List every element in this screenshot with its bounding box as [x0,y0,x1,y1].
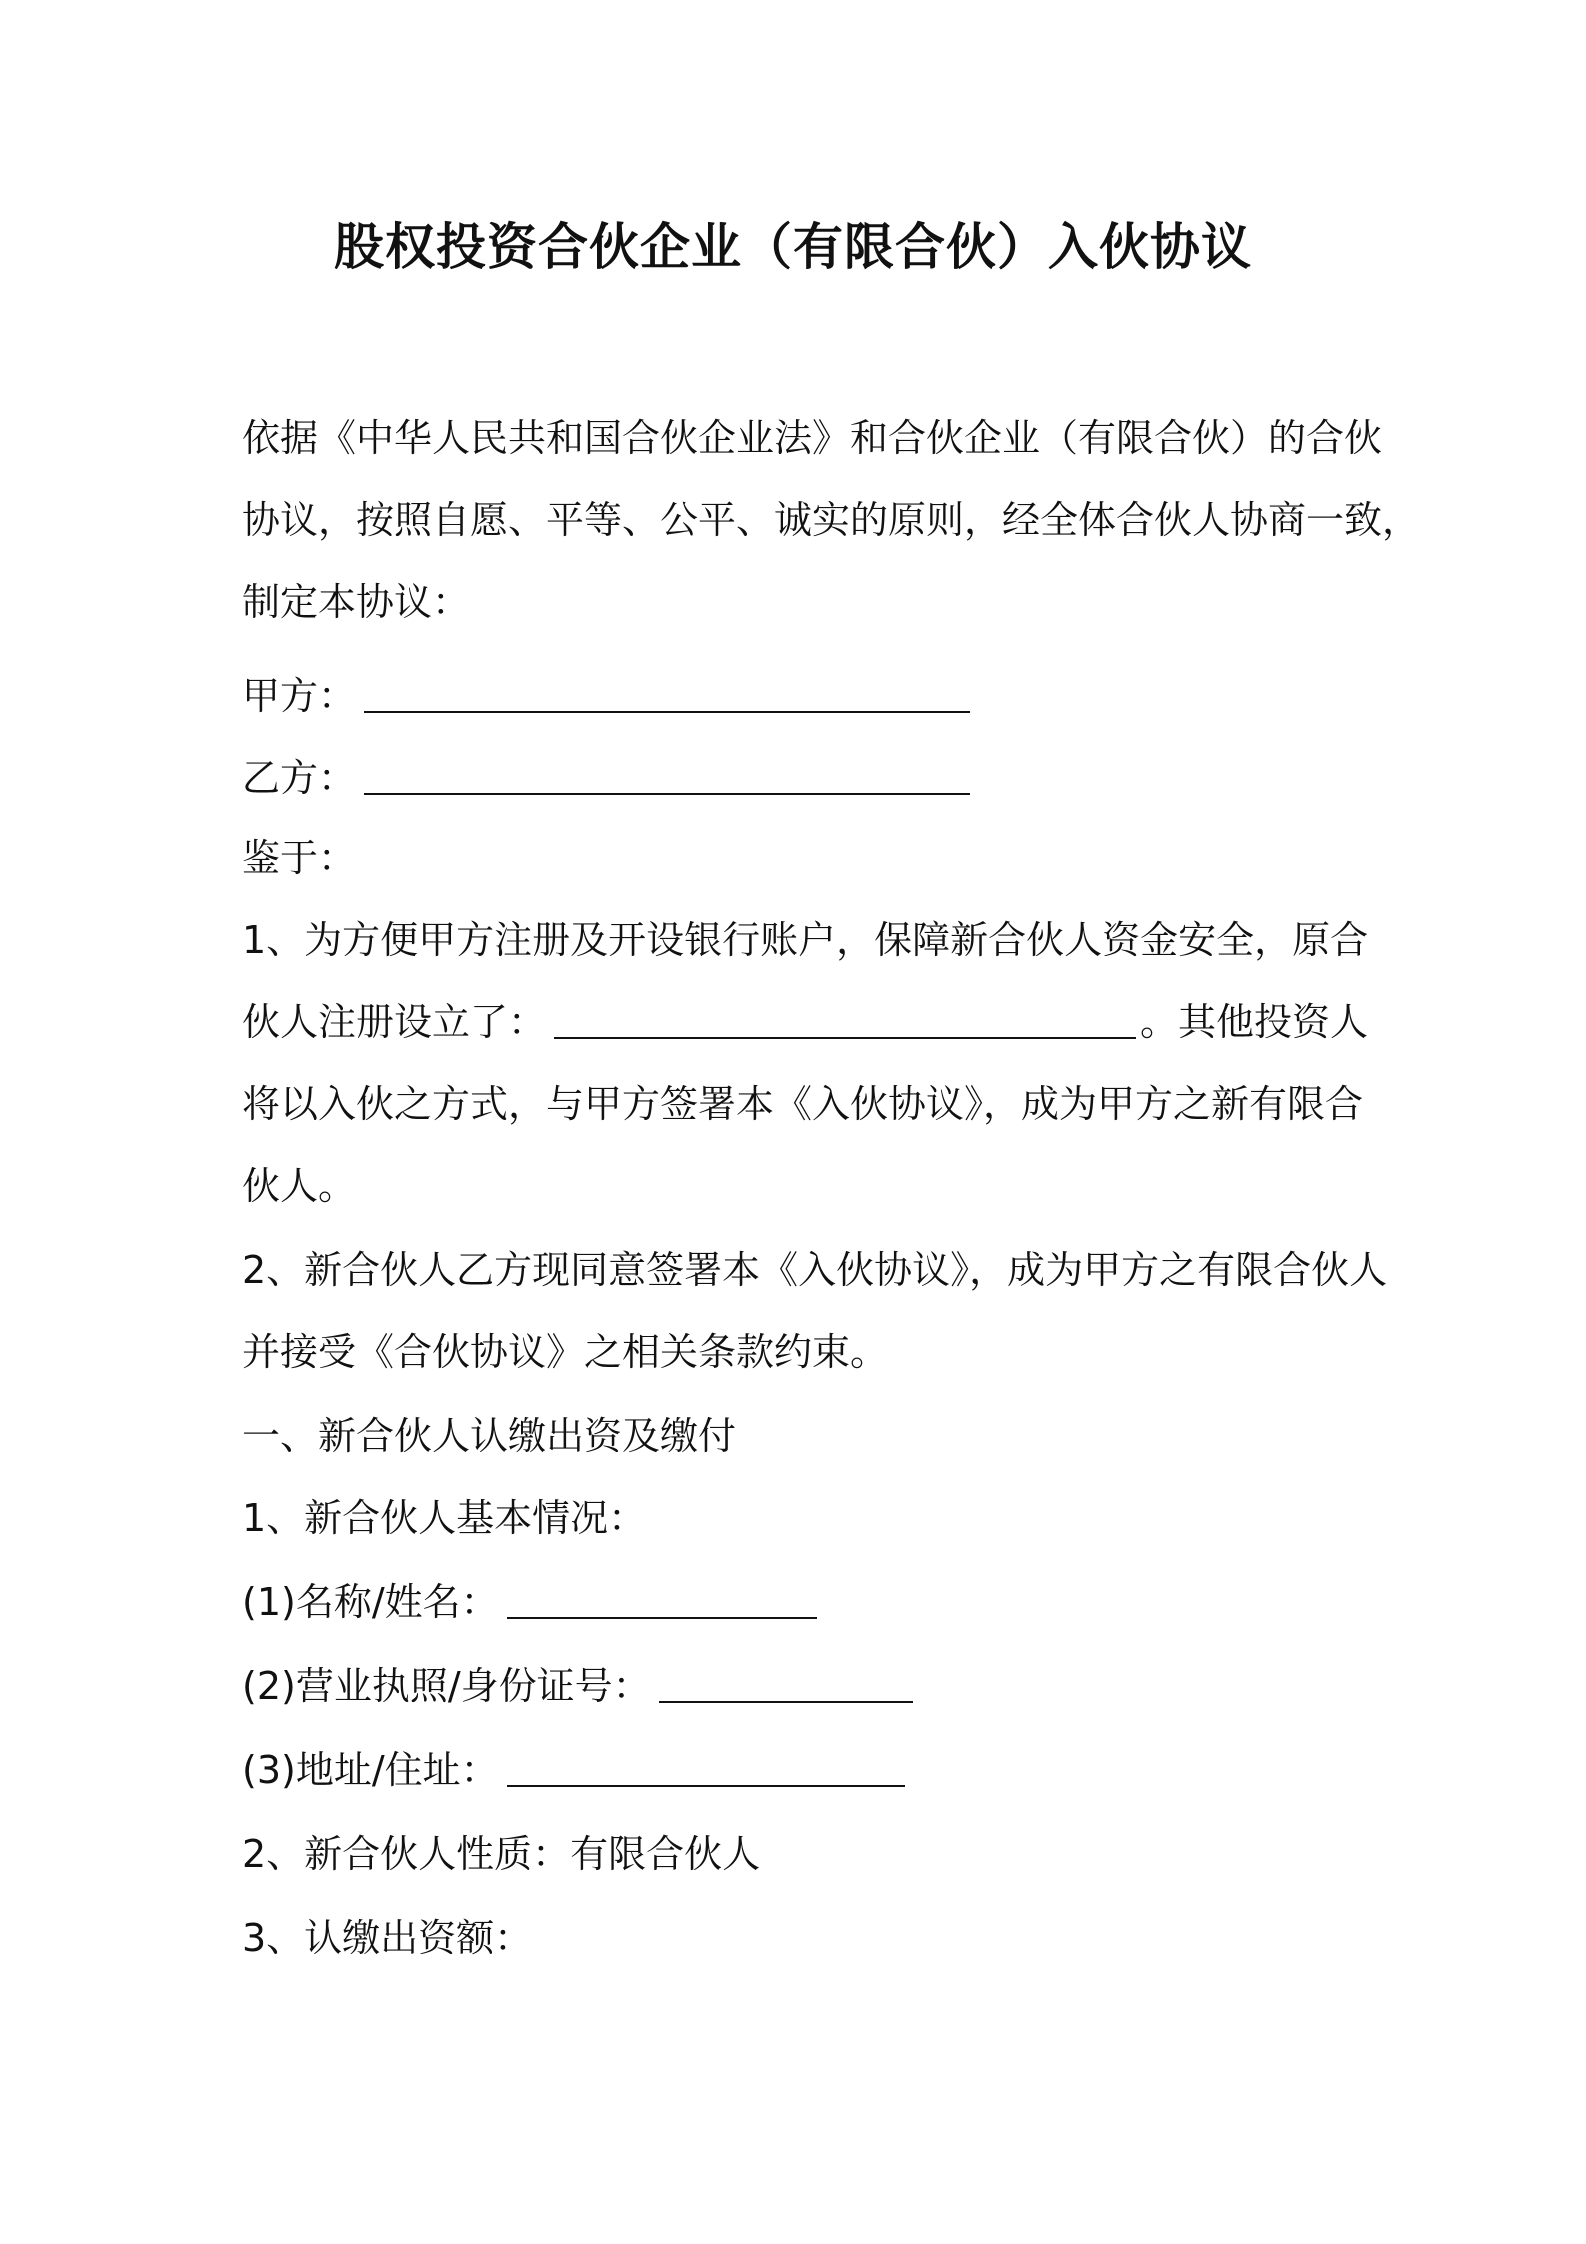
clause1-line-1: 1、为方便甲方注册及开设银行账户，保障新合伙人资金安全，原合 [242,918,1369,962]
field-name-blank [507,1577,817,1619]
document-title: 股权投资合伙企业（有限合伙）入伙协议 [334,218,1252,276]
field-address-label: (3)地址/住址： [242,1748,499,1792]
preamble-line-3: 制定本协议： [242,580,471,624]
clause1-line-4: 伙人。 [242,1164,357,1208]
field-id-label: (2)营业执照/身份证号： [242,1664,651,1708]
field-id-line [242,1658,917,1714]
field-name-line [242,1574,821,1630]
registered-entity-blank [554,997,1136,1039]
item3-subscribed-capital: 3、认缴出资额： [242,1916,533,1960]
party-a-label: 甲方： [242,674,357,718]
clause1-line-2-suffix: 。其他投资人 [1140,1000,1369,1044]
clause1-line-2 [242,994,1368,1050]
party-b-blank [364,753,970,795]
clause1-line-2-prefix: 伙人注册设立了： [242,1000,547,1044]
section1-heading: 一、新合伙人认缴出资及缴付 [242,1414,737,1458]
field-address-line [242,1742,909,1798]
field-name-label: (1)名称/姓名： [242,1580,499,1624]
clause2-line-1: 2、新合伙人乙方现同意签署本《入伙协议》，成为甲方之有限合伙人 [242,1248,1388,1292]
party-a-line [242,668,974,724]
whereas-heading: 鉴于： [242,836,357,880]
preamble-line-1: 依据《中华人民共和国合伙企业法》和合伙企业（有限合伙）的合伙 [242,416,1383,460]
clause2-line-2: 并接受《合伙协议》之相关条款约束。 [242,1330,889,1374]
item2-partner-type: 2、新合伙人性质：有限合伙人 [242,1832,761,1876]
clause1-line-3: 将以入伙之方式，与甲方签署本《入伙协议》，成为甲方之新有限合 [242,1082,1364,1126]
party-b-label: 乙方： [242,756,357,800]
preamble-line-2: 协议，按照自愿、平等、公平、诚实的原则，经全体合伙人协商一致， [242,498,1421,542]
field-id-blank [659,1661,913,1703]
party-a-blank [364,671,970,713]
item1-heading: 1、新合伙人基本情况： [242,1496,647,1540]
field-address-blank [507,1745,905,1787]
party-b-line [242,750,974,806]
